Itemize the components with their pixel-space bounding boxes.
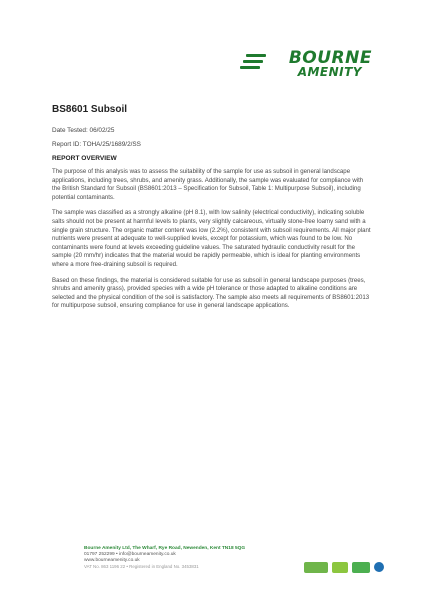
bourne-amenity-logo xyxy=(240,50,372,82)
accreditation-logo-icon xyxy=(304,562,328,573)
logo-text-line1: BOURNE xyxy=(288,48,372,68)
report-content xyxy=(52,104,372,318)
logo-stripes-icon xyxy=(240,52,268,78)
report-id: Report ID: TOHA/25/1689/2/SS xyxy=(52,141,141,148)
page-footer xyxy=(84,546,384,582)
footer-website: www.bourneamenity.co.uk xyxy=(84,558,140,563)
paragraph-classification: The sample was classified as a strongly alkaline (pH 8.1), with low salinity (electrical conductivity), indicating soluble salts should not be present at harmful levels to plants, very slightly calcareous, virtually stone-free loamy sand with a single grain structure. The organic matter content was low (2.2%), consistent with subsoil requirements. All major plant nutrients were present at adequate to well-supplied levels, except for potassium, which was found to be low. No contaminants were found at levels exceeding guideline values. The saturated hydraulic conductivity result for the sample (20 mm/hr) indicates that the material would be rapidly permeable, which is ideal for planting environments where a more free-draining subsoil is required. xyxy=(52,209,371,268)
certification-logo-icon xyxy=(352,562,370,573)
section-heading: REPORT OVERVIEW xyxy=(52,155,117,162)
paragraph-conclusion: Based on these findings, the material is considered suitable for use as subsoil in general landscape purposes (trees, shrubs and amenity grass), provided species with a wide pH tolerance or those adapted to alkaline conditions are selected and the physical condition of the soil is satisfactory. The sample also meets all requirements of BS8601:2013 for multipurpose subsoil, ensuring compliance for use in general landscape applications. xyxy=(52,276,370,310)
footer-contact: 01797 252299 • info@bourneamenity.co.uk xyxy=(84,552,176,557)
accreditation-badges xyxy=(304,560,384,574)
footer-address: Bourne Amenity Ltd, The Wharf, Rye Road, Newenden, Kent TN18 5QG xyxy=(84,546,246,551)
paragraph-purpose: The purpose of this analysis was to assess the suitability of the sample for use as subsoil in general landscape applications, including trees, shrubs, and amenity grass. Additionally, the sample was evaluated for compliance with the British Standard for Subsoil (BS8601:2013 – Specification for Subsoil, Table 1: Multipurpose Subsoil), including potential contaminants. xyxy=(52,168,364,201)
date-tested: Date Tested: 06/02/25 xyxy=(52,127,115,134)
round-seal-icon xyxy=(374,562,384,572)
footer-registration: VAT No. 863 1196 22 • Registered in England No. 3453831 xyxy=(84,564,199,569)
page-title: BS8601 Subsoil xyxy=(52,104,128,115)
grb-logo-icon xyxy=(332,562,348,573)
logo-text-line2: AMENITY xyxy=(297,65,362,79)
